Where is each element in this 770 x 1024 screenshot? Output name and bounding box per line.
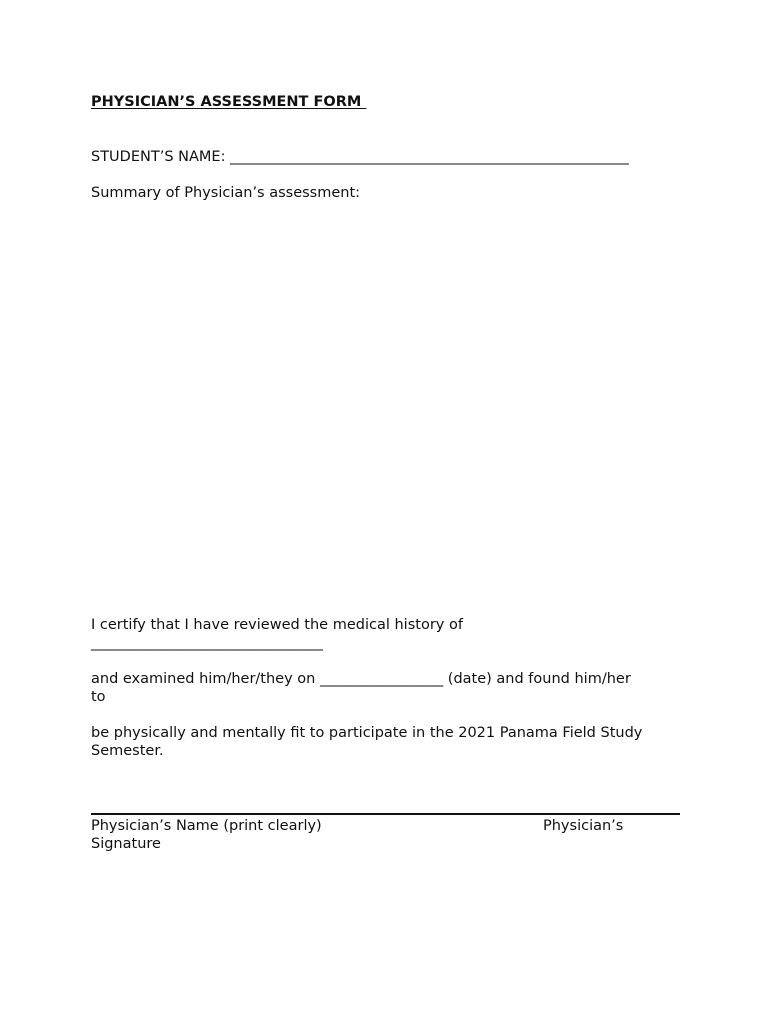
examination-date-statement: and examined him/her/they on _________________ (date) and found him/her to [91,671,631,705]
form-title: PHYSICIAN’S ASSESSMENT FORM [91,94,367,110]
physician-signature-label: Physician’s [543,818,624,834]
summary-label: Summary of Physician’s assessment: [91,185,361,201]
signature-labels [91,817,681,857]
student-name-field[interactable]: STUDENT’S NAME: _______________________________________________________ [91,149,629,165]
signature-line[interactable] [91,813,680,815]
physician-signature-label-continued: Signature [91,836,161,852]
fitness-statement: be physically and mentally fit to participate in the 2021 Panama Field Study Semester. [91,725,643,759]
certify-statement: I certify that I have reviewed the medical history of ________________________________ [91,617,463,651]
physician-name-label: Physician’s Name (print clearly) [91,818,322,834]
